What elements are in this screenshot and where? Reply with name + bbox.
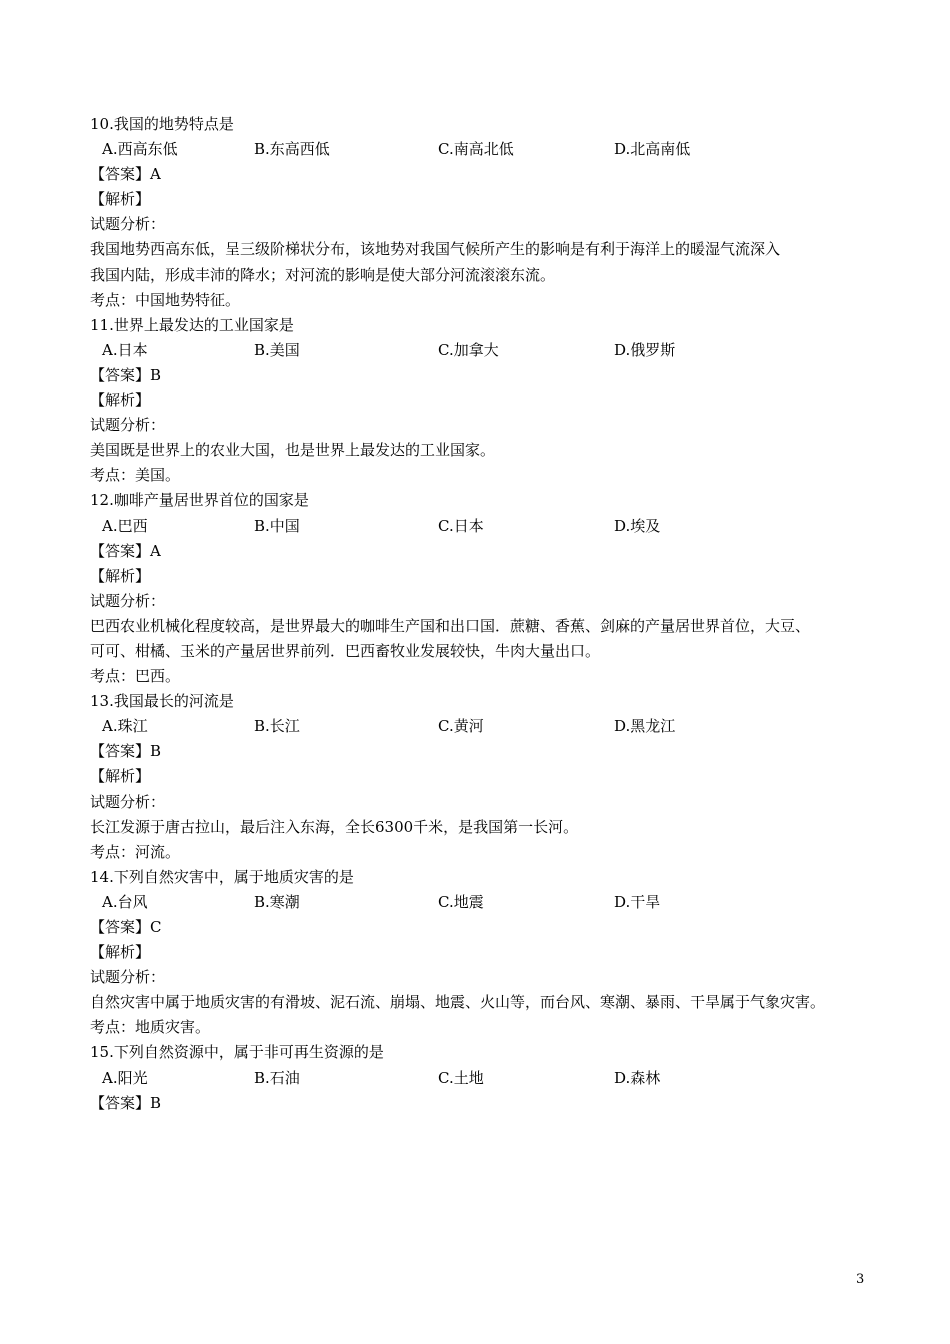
question-stem: 15.下列自然资源中，属于非可再生资源的是 <box>90 1043 384 1062</box>
question-block <box>90 313 890 489</box>
analysis-label: 试题分析： <box>90 591 166 610</box>
page-number: 3 <box>856 1272 865 1287</box>
answer: 【答案】A <box>90 165 161 184</box>
analysis-header: 【解析】 <box>90 943 151 962</box>
analysis-label: 试题分析： <box>90 792 166 811</box>
option-b: B.美国 <box>254 340 300 359</box>
answer: 【答案】B <box>90 742 162 761</box>
analysis-text: 巴西农业机械化程度较高，是世界最大的咖啡生产国和出口国．蔗糖、香蕉、剑麻的产量居世界首位，大豆、 <box>90 616 811 635</box>
option-a: A.西高东低 <box>102 140 178 159</box>
test-point: 考点：美国。 <box>90 466 181 485</box>
option-d: D.森林 <box>614 1068 661 1087</box>
question-block <box>90 1040 890 1115</box>
answer: 【答案】B <box>90 365 162 384</box>
option-d: D.北高南低 <box>614 140 691 159</box>
test-point: 考点：河流。 <box>90 842 181 861</box>
analysis-label: 试题分析： <box>90 215 166 234</box>
question-stem: 14.下列自然灾害中，属于地质灾害的是 <box>90 867 354 886</box>
option-d: D.黑龙江 <box>614 717 676 736</box>
options-row <box>90 1066 890 1091</box>
options-row <box>90 338 890 363</box>
analysis-text: 我国内陆，形成丰沛的降水；对河流的影响是使大部分河流滚滚东流。 <box>90 265 556 284</box>
option-c: C.土地 <box>438 1068 484 1087</box>
option-b: B.东高西低 <box>254 140 330 159</box>
option-c: C.黄河 <box>438 717 484 736</box>
analysis-label: 试题分析： <box>90 416 166 435</box>
analysis-header: 【解析】 <box>90 391 151 410</box>
analysis-text: 长江发源于唐古拉山，最后注入东海，全长6300千米，是我国第一长河。 <box>90 817 579 836</box>
options-row <box>90 714 890 739</box>
option-b: B.中国 <box>254 516 300 535</box>
option-a: A.巴西 <box>102 516 148 535</box>
answer: 【答案】C <box>90 918 162 936</box>
option-c: C.日本 <box>438 516 484 535</box>
option-c: C.加拿大 <box>438 340 499 359</box>
question-block <box>90 689 890 865</box>
answer: 【答案】B <box>90 1093 162 1112</box>
option-c: C.地震 <box>438 892 484 911</box>
question-stem: 13.我国最长的河流是 <box>90 692 234 711</box>
option-d: D.干旱 <box>614 892 661 911</box>
test-point: 考点：地质灾害。 <box>90 1018 211 1037</box>
option-d: D.埃及 <box>614 516 661 535</box>
analysis-label: 试题分析： <box>90 968 166 987</box>
option-a: A.珠江 <box>102 717 148 736</box>
options-row <box>90 137 890 162</box>
analysis-text: 自然灾害中属于地质灾害的有滑坡、泥石流、崩塌、地震、火山等，而台风、寒潮、暴雨、干旱属于气象灾害。 <box>90 993 826 1012</box>
question-block <box>90 488 890 689</box>
option-a: A.台风 <box>102 892 148 911</box>
question-stem: 12.咖啡产量居世界首位的国家是 <box>90 491 309 510</box>
option-a: A.阳光 <box>102 1068 148 1087</box>
option-d: D.俄罗斯 <box>614 340 676 359</box>
analysis-text: 我国地势西高东低，呈三级阶梯状分布，该地势对我国气候所产生的影响是有利于海洋上的暖湿气流深入 <box>90 240 781 259</box>
option-b: B.石油 <box>254 1068 300 1087</box>
test-point: 考点：中国地势特征。 <box>90 290 241 309</box>
analysis-text: 美国既是世界上的农业大国，也是世界上最发达的工业国家。 <box>90 441 496 460</box>
question-stem: 10.我国的地势特点是 <box>90 115 234 133</box>
page-content <box>90 112 890 1116</box>
option-b: B.寒潮 <box>254 892 300 911</box>
analysis-header: 【解析】 <box>90 767 151 786</box>
option-a: A.日本 <box>102 340 148 359</box>
test-point: 考点：巴西。 <box>90 667 181 686</box>
analysis-header: 【解析】 <box>90 190 151 209</box>
options-row <box>90 514 890 539</box>
analysis-text: 可可、柑橘、玉米的产量居世界前列．巴西畜牧业发展较快，牛肉大量出口。 <box>90 641 601 660</box>
options-row <box>90 890 890 915</box>
question-block <box>90 112 890 313</box>
option-c: C.南高北低 <box>438 140 514 159</box>
option-b: B.长江 <box>254 717 300 736</box>
answer: 【答案】A <box>90 541 161 560</box>
question-stem: 11.世界上最发达的工业国家是 <box>90 315 294 334</box>
analysis-header: 【解析】 <box>90 566 151 585</box>
question-block <box>90 865 890 1041</box>
